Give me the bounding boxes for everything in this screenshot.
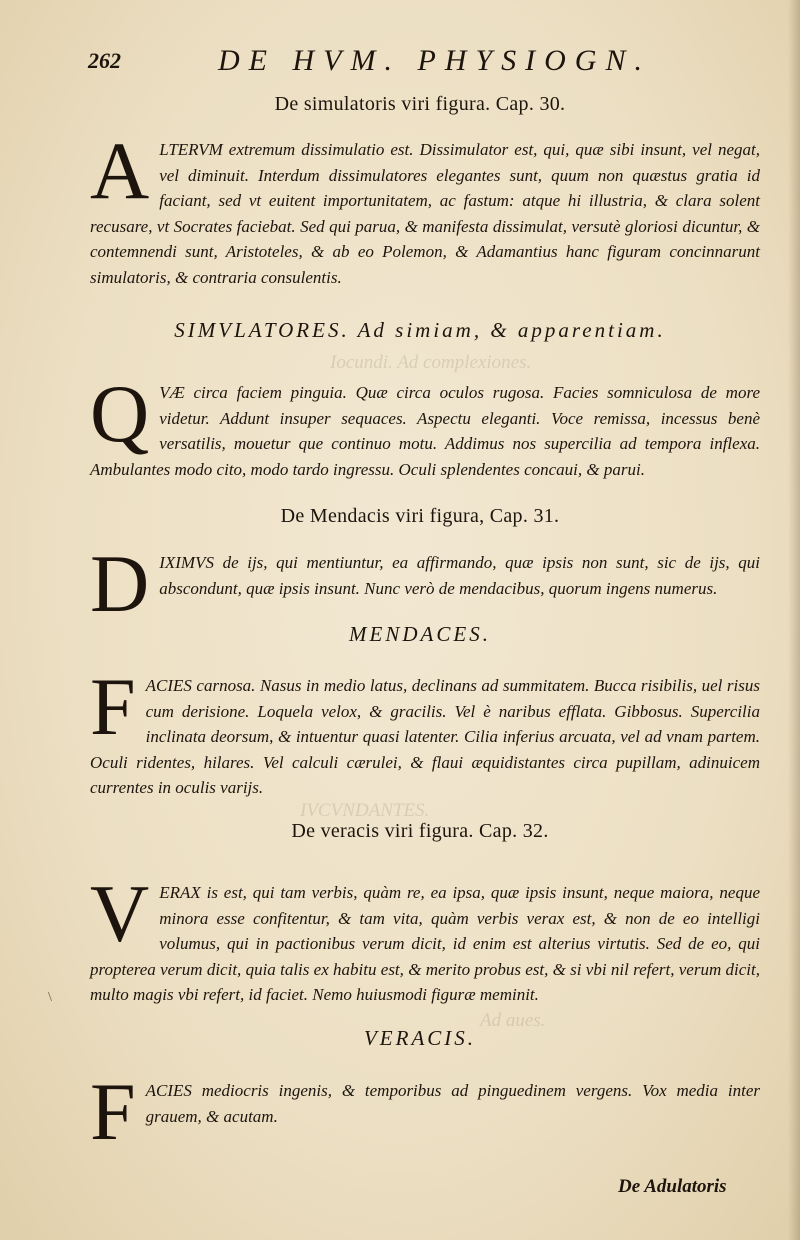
bleed-through-text: IVCVNDANTES. <box>300 800 430 821</box>
paragraph-dissimulator <box>90 125 760 287</box>
paragraph-text: ACIES mediocris ingenis, & temporibus ad pinguedinem vergens. Vox media inter grauem, & acutam. <box>145 1081 760 1126</box>
page-header <box>88 44 668 84</box>
catchword: De Adulatoris <box>618 1176 727 1197</box>
bleed-through-text: Ad aues. <box>480 1010 546 1031</box>
running-head: DE HVM. PHYSIOGN. <box>218 44 651 77</box>
chapter-heading-verax: De veracis viri figura. Cap. 32. <box>291 820 549 842</box>
paragraph-text: ACIES carnosa. Nasus in medio latus, declinans ad summitatem. Bucca risibilis, uel risus cum derisione. Loquela velox, & gracilis. Vel è naribus efflata. Gibbosus. Supercilia inclinata deorsum, & intuentur quasi latenter. Cilia inferius arcuata, vel ad vnam partem. Oculi ridentes, hilares. Vel calculi cærulei, & flaui æquidistantes circa pupillam, adinuicem currentes in oculis varijs. <box>90 676 760 797</box>
margin-mark: \ <box>48 990 52 1005</box>
paragraph-text: LTERVM extremum dissimulatio est. Dissimulator est, qui, quæ sibi insunt, vel negat, vel diminuit. Interdum dissimulatores elegantes sunt, quum non quæstus gratia id faciant, sed vt euitent importunitatem, ac fastum: atque hi illustria, & clara solent recusare, vt Socrates faciebat. Sed qui parua, & manifesta dissimulat, versutè gloriosi dicuntur, & contemnendi sunt, Aristoteles, & ab eo Polemon, & Adamantius hanc figuram concinnarunt simulatoris, & contraria consulentis. <box>90 140 760 287</box>
page-edge-shadow <box>788 0 800 1240</box>
paragraph-text: VÆ circa faciem pinguia. Quæ circa oculos rugosa. Facies somniculosa de more videtur. Addunt insuper sequaces. Aspectu eleganti. Voce remissa, incessus benè versatilis, mouetur que continuo motu. Addimus nos supercilia ad tempora inflexa. Ambulantes modo cito, modo tardo ingressu. Oculi splendentes concaui, & parui. <box>90 383 760 479</box>
chapter-heading-mendax: De Mendacis viri figura, Cap. 31. <box>280 505 560 527</box>
chapter-heading-dissimulator: De simulatoris viri figura. Cap. 30. <box>274 93 566 115</box>
paragraph-mendaces <box>90 661 760 808</box>
drop-cap: Q <box>90 368 150 459</box>
drop-cap: A <box>90 125 150 216</box>
paragraph-veracis <box>90 1066 760 1157</box>
paragraph-mendax <box>90 538 760 629</box>
drop-cap: F <box>90 661 136 752</box>
section-subhead-simulatores: SIMVLATORES. Ad simiam, & apparentiam. <box>174 318 666 342</box>
section-subhead-mendaces: MENDACES. <box>349 622 491 646</box>
paragraph-verax <box>90 868 760 1010</box>
drop-cap: V <box>90 868 150 959</box>
bleed-through-text: Iocundi. Ad complexiones. <box>330 352 532 373</box>
paragraph-text: ERAX is est, qui tam verbis, quàm re, ea ipsa, quæ ipsis insunt, neque maiora, neque minora esse confitentur, & tam vita, quàm verbis verax est, & non de eo intelligi volumus, qui in pactionibus verum dicit, id enim est alterius virtutis. Sed de eo, qui propterea verum dicit, quia talis ex habitu est, & merito probus est, & si vbi nil refert, verum dicit, multo magis vbi refert, id faciet. Nemo huiusmodi figuræ meminit. <box>90 883 760 1004</box>
drop-cap: D <box>90 538 150 629</box>
paragraph-simulatores <box>90 368 760 485</box>
drop-cap: F <box>90 1066 136 1157</box>
paragraph-text: IXIMVS de ijs, qui mentiuntur, ea affirmando, quæ ipsis non sunt, sic de ijs, qui abscondunt, quæ ipsis insunt. Nunc verò de mendacibus, quorum ingens numerus. <box>159 553 760 598</box>
page-number: 262 <box>88 48 121 73</box>
section-subhead-veracis: VERACIS. <box>363 1026 477 1050</box>
